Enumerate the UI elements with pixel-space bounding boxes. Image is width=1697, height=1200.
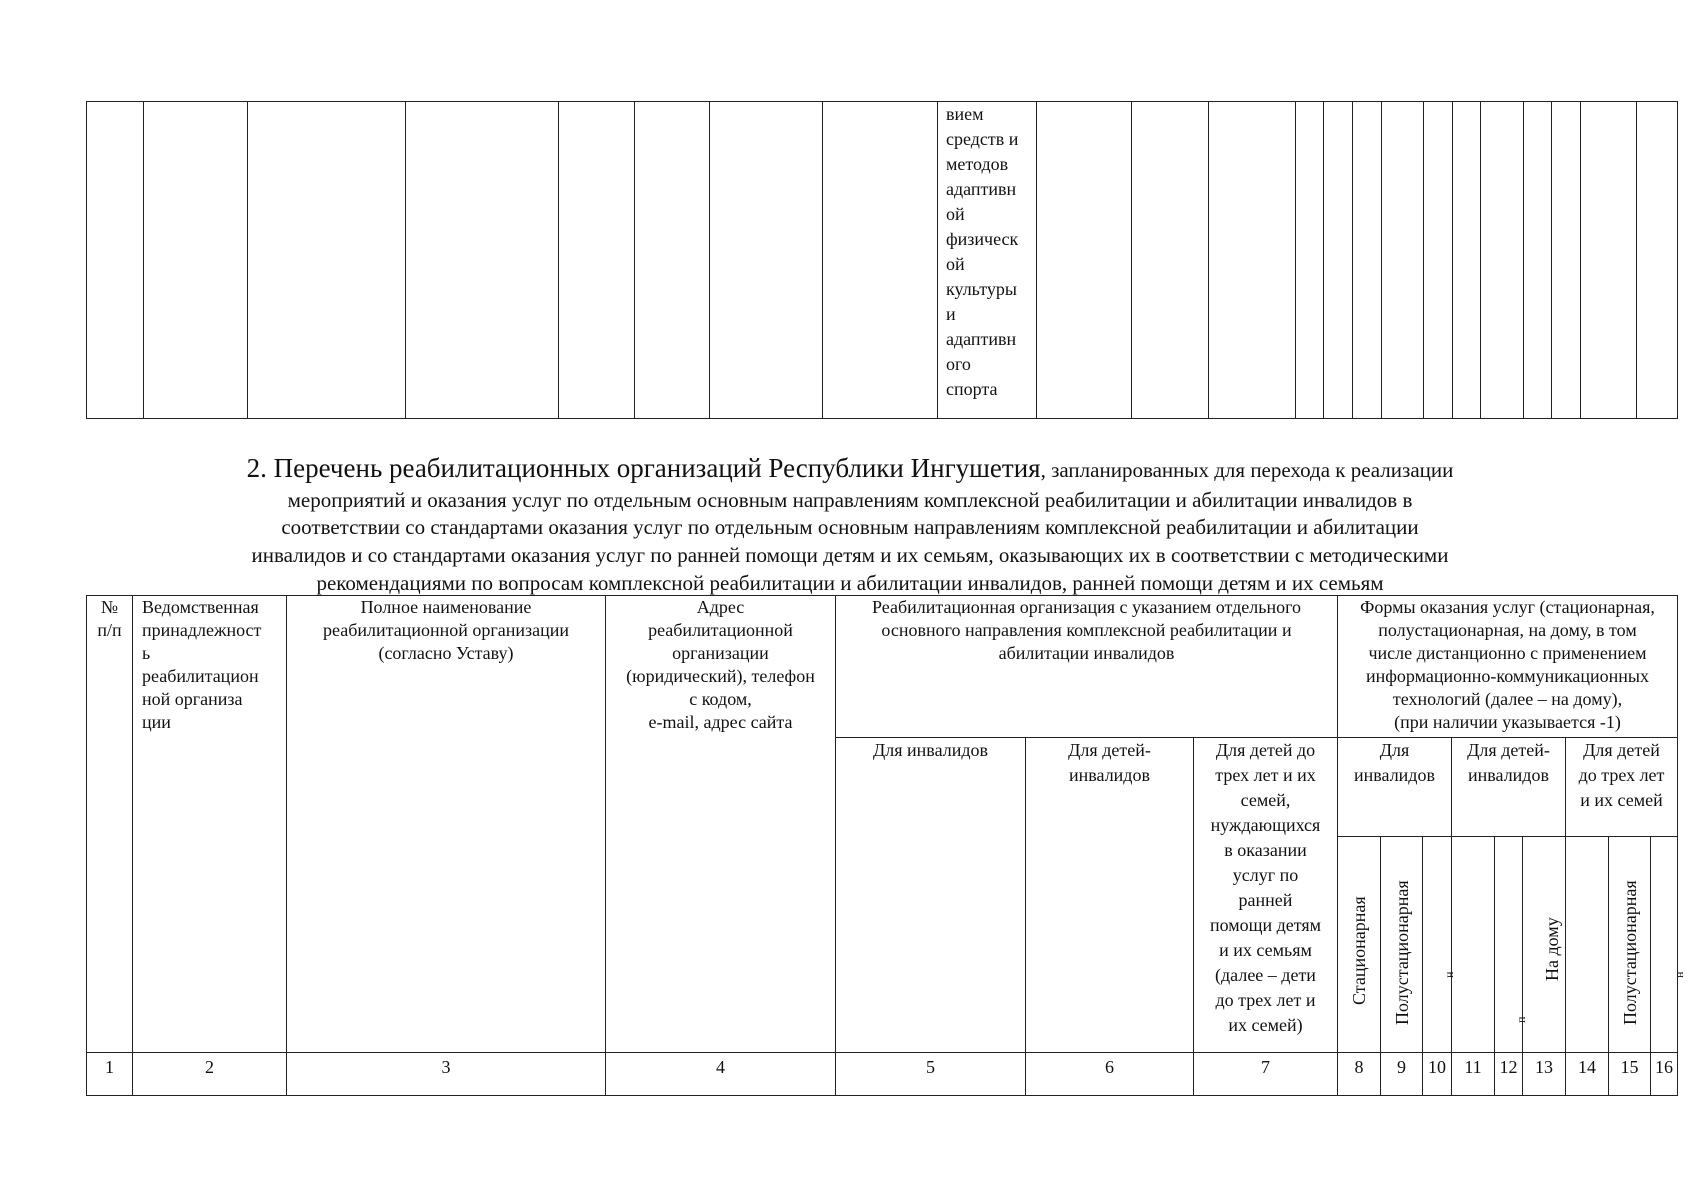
colnum-12: 12 bbox=[1499, 1057, 1518, 1077]
continuation-cell-text: вием средств и методов адаптивн ой физическ ой культуры и адаптивн ого спорта bbox=[946, 104, 1019, 399]
header-semi-stationary-2: Полустационарная bbox=[1620, 880, 1640, 1025]
title-line-2: мероприятий и оказания услуг по отдельным основным направлениям комплексной реабилитации и абилитации инвалидов в bbox=[287, 488, 1413, 512]
colnum-4: 4 bbox=[716, 1057, 725, 1077]
colnum-13: 13 bbox=[1535, 1057, 1553, 1077]
header-at-home: На дому bbox=[1542, 917, 1562, 981]
title-line-4: инвалидов и со стандартами оказания услуг по ранней помощи детям и их семьям, оказывающих их в соответствии с методическими bbox=[251, 543, 1449, 567]
header-fullname: Полное наименование реабилитационной организации (согласно Уставу) bbox=[323, 597, 569, 663]
colnum-15: 15 bbox=[1620, 1057, 1639, 1077]
header-cut-16: н bbox=[1672, 971, 1686, 978]
colnum-5: 5 bbox=[926, 1057, 935, 1077]
header-for-under3: Для детей до трех лет и их семей, нуждающихся в оказании услуг по ранней помощи детям и их семьям (далее – дети до трех лет и их семей) bbox=[1209, 740, 1322, 1035]
colnum-2: 2 bbox=[205, 1057, 214, 1077]
header-for-disabled: Для инвалидов bbox=[873, 740, 988, 760]
colnum-10: 10 bbox=[1428, 1057, 1446, 1077]
colnum-1: 1 bbox=[105, 1057, 114, 1077]
title-line-5: рекомендациями по вопросам комплексной реабилитации и абилитации инвалидов, ранней помощи детям и их семьям bbox=[316, 571, 1384, 595]
header-stationary: Стационарная bbox=[1349, 896, 1369, 1005]
header-semi-stationary: Полустационарная bbox=[1392, 880, 1412, 1025]
header-affiliation: Ведомственная принадлежност ь реабилитацион ной организа ции bbox=[142, 597, 262, 732]
colnum-16: 16 bbox=[1655, 1057, 1673, 1077]
header-forms-children: Для детей- инвалидов bbox=[1467, 740, 1550, 785]
header-org-direction: Реабилитационная организация с указанием отдельного основного направления комплексной реабилитации и абилитации инвалидов bbox=[871, 597, 1302, 663]
header-forms-under3: Для детей до трех лет и их семей bbox=[1578, 740, 1665, 810]
header-address: Адрес реабилитационной организации (юридический), телефон с кодом, e-mail, адрес сайта bbox=[626, 597, 815, 732]
colnum-7: 7 bbox=[1261, 1057, 1270, 1077]
colnum-14: 14 bbox=[1578, 1057, 1596, 1077]
colnum-11: 11 bbox=[1464, 1057, 1482, 1077]
colnum-8: 8 bbox=[1354, 1057, 1364, 1077]
colnum-9: 9 bbox=[1397, 1057, 1406, 1077]
header-num: № п/п bbox=[97, 597, 122, 640]
title-line-1 bbox=[150, 454, 1550, 485]
title-line-1-rest: , запланированных для перехода к реализации bbox=[1040, 458, 1454, 482]
header-cut-12: п bbox=[1514, 1016, 1528, 1023]
header-for-children: Для детей- инвалидов bbox=[1068, 740, 1151, 785]
title-line-3: соответствии со стандартами оказания услуг по отдельным основным направлениям комплексной реабилитации и абилитации bbox=[281, 515, 1419, 539]
colnum-6: 6 bbox=[1105, 1057, 1114, 1077]
header-forms-disabled: Для инвалидов bbox=[1354, 740, 1435, 785]
title-bold: 2. Перечень реабилитационных организаций Республики Ингушетия bbox=[246, 453, 1041, 483]
header-forms: Формы оказания услуг (стационарная, полустационарная, на дому, в том числе дистанционно с применением информационно-коммуникационных технологий (далее – на дому), (при наличии указывается -1) bbox=[1360, 597, 1655, 732]
header-cut-10: н bbox=[1442, 971, 1456, 978]
colnum-3: 3 bbox=[441, 1057, 451, 1077]
